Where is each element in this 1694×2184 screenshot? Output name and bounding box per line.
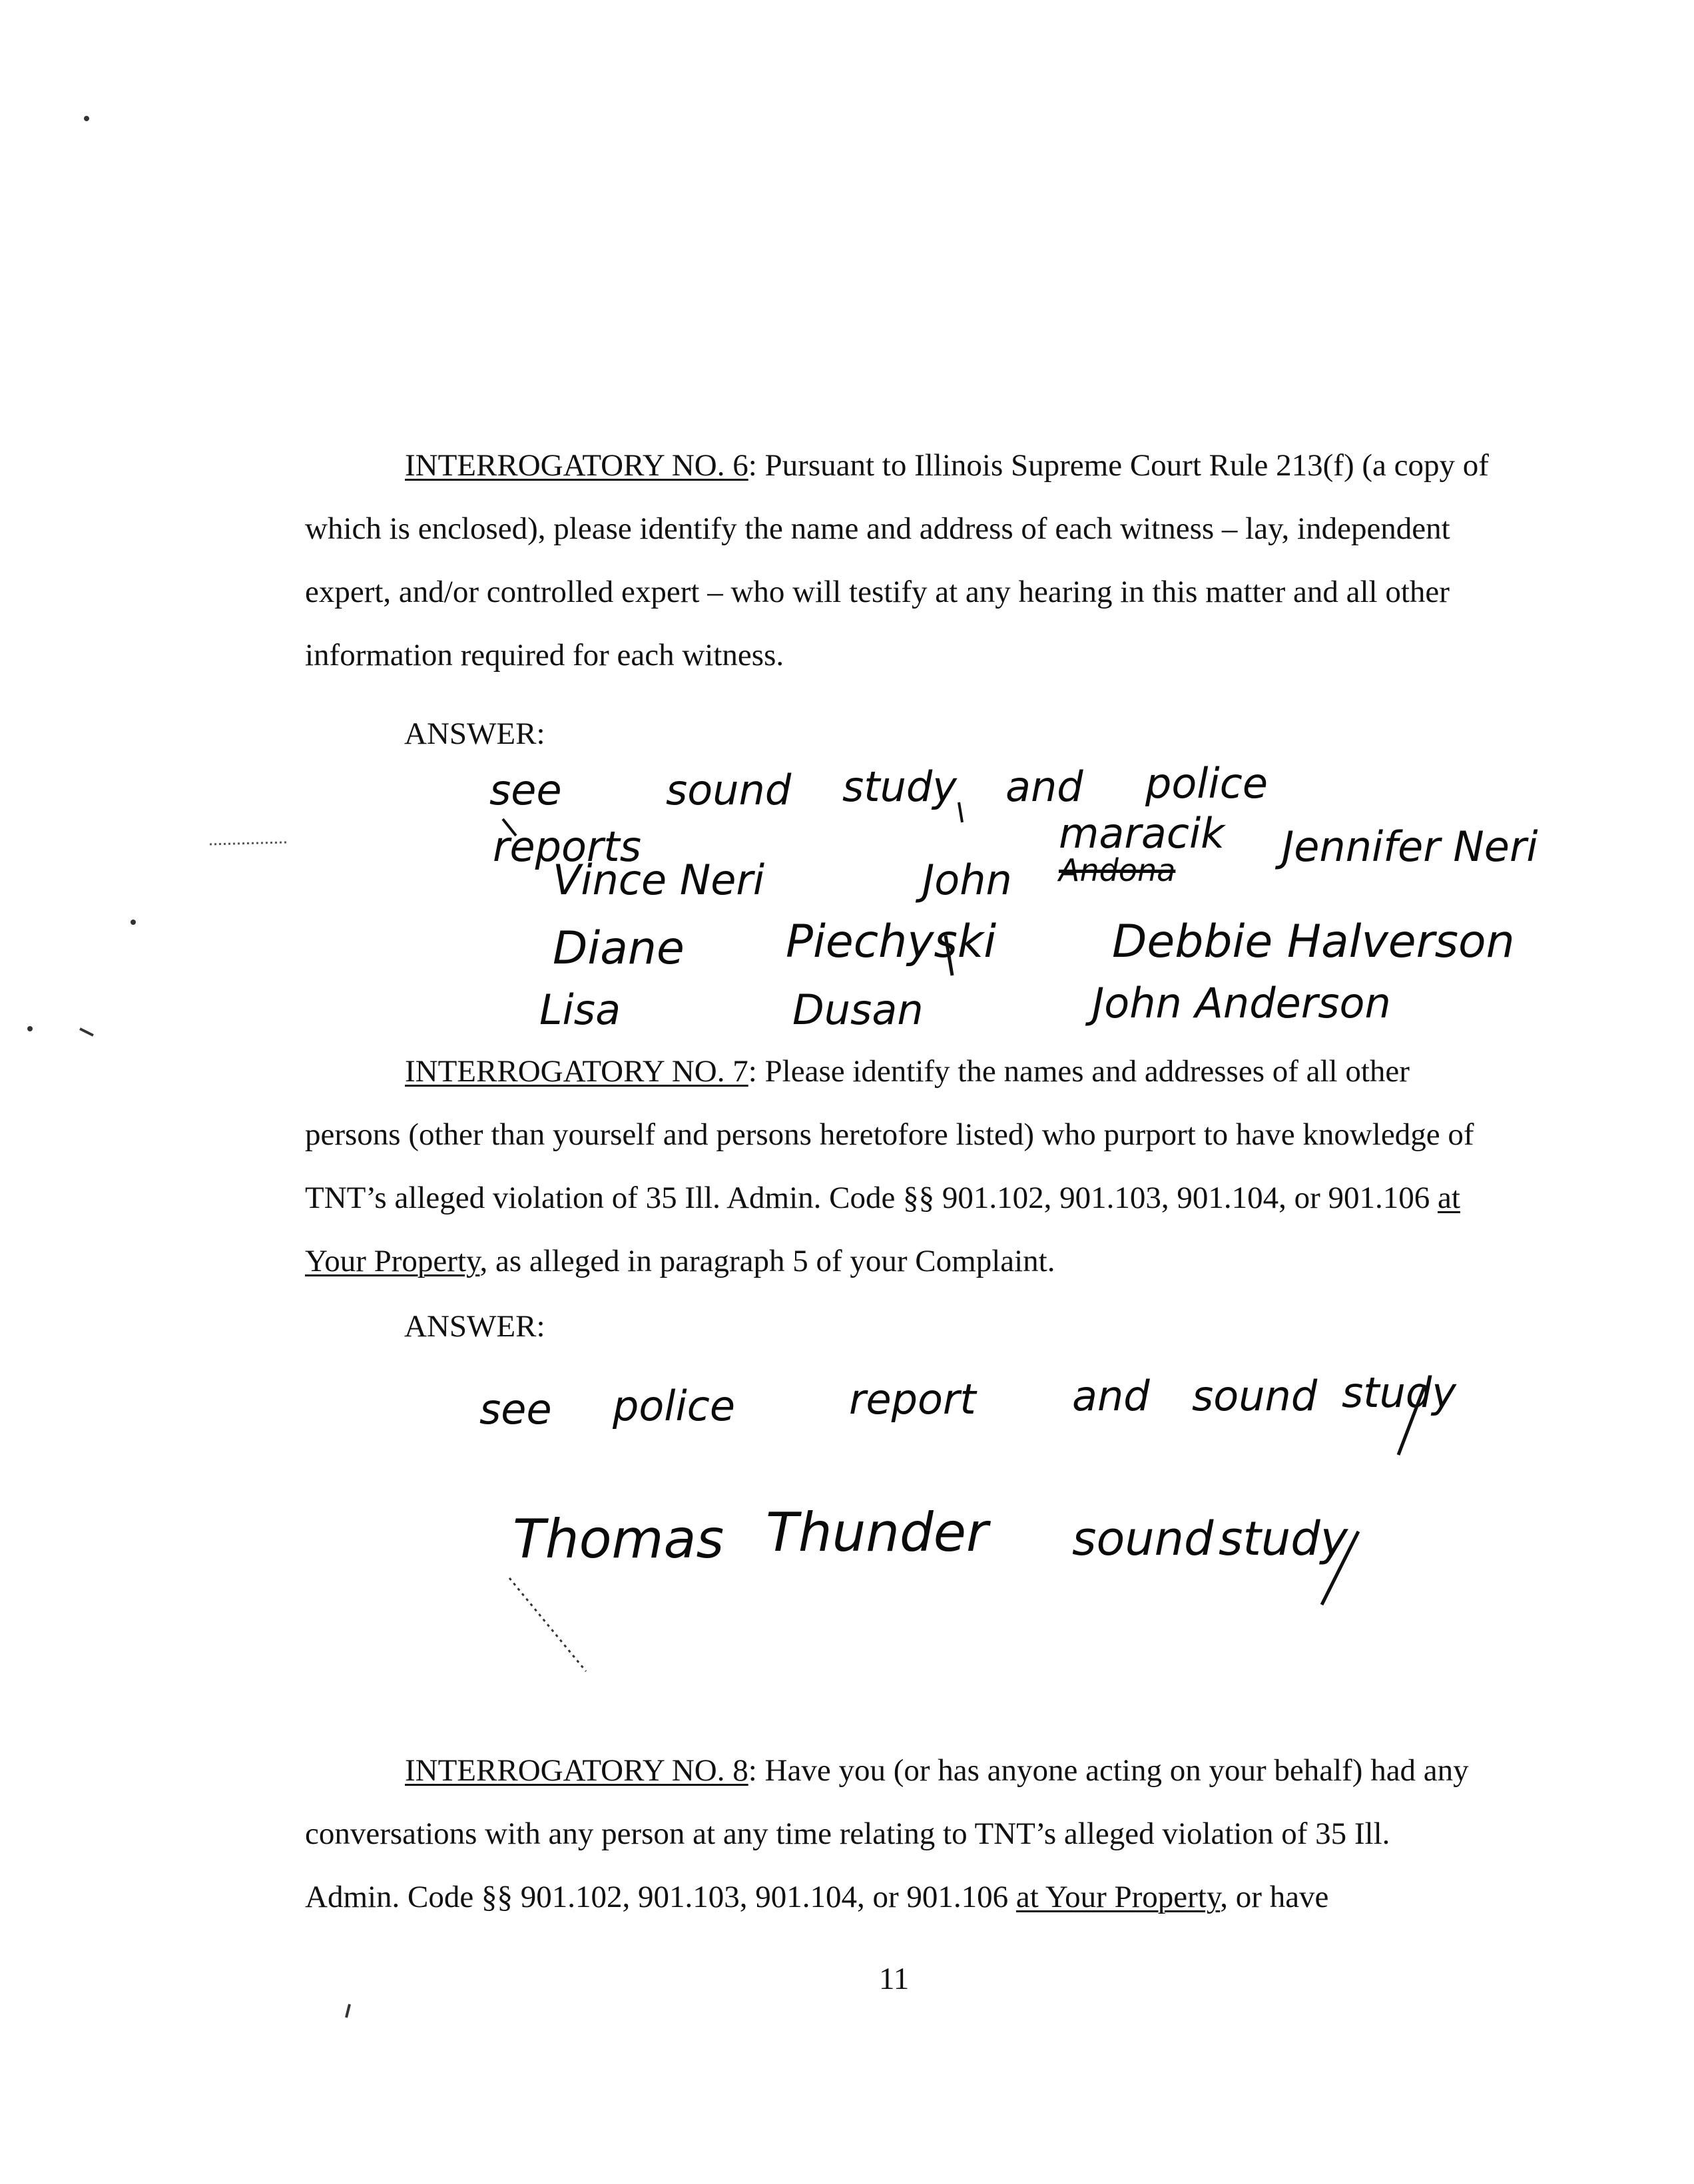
interrogatory-8-heading: INTERROGATORY NO. 8 xyxy=(405,1753,748,1788)
hw-name: John Anderson xyxy=(1092,979,1391,1027)
scan-speck xyxy=(131,920,136,925)
interrogatory-7-text-end: , as alleged in paragraph 5 of your Complaint. xyxy=(479,1244,1055,1278)
hw-word: study xyxy=(1219,1511,1348,1566)
property-term: at Your Property xyxy=(305,1181,1460,1278)
interrogatory-7 xyxy=(305,1040,1490,1293)
hw-name: Thomas xyxy=(513,1508,724,1570)
hw-name: Thunder xyxy=(766,1502,988,1563)
hw-word: Piechyski xyxy=(786,916,997,968)
hw-word: Lisa xyxy=(539,985,621,1034)
hw-name: Jennifer Neri xyxy=(1282,822,1538,871)
hw-word: John xyxy=(922,856,1012,904)
hw-word: and xyxy=(1072,1372,1150,1420)
hw-word: police xyxy=(1145,759,1268,808)
hw-word: study xyxy=(842,762,957,811)
hw-word: police xyxy=(613,1382,735,1430)
hw-name: Vince Neri xyxy=(553,856,765,904)
interrogatory-6 xyxy=(305,434,1490,687)
hw-word: reports xyxy=(493,822,642,871)
hw-word: and xyxy=(1005,762,1083,811)
hw-word: sound xyxy=(1192,1372,1318,1420)
hw-word: sound xyxy=(666,766,792,814)
hw-word: maracik xyxy=(1059,809,1225,858)
scan-speck xyxy=(84,116,89,121)
interrogatory-7-heading: INTERROGATORY NO. 7 xyxy=(405,1054,748,1089)
pen-stroke xyxy=(959,802,962,822)
hw-word: see xyxy=(479,1385,552,1434)
hw-name: Debbie Halverson xyxy=(1112,916,1515,968)
hw-word: report xyxy=(849,1375,976,1424)
interrogatory-6-text: : Pursuant to Illinois Supreme Court Rule 213(f) (a copy of which is enclosed), please identify the name and address of each witness – lay, independent expert, and/or controlled expert – who will testify at any hearing in this matter and all other information required for each witness. xyxy=(305,448,1489,673)
interrogatory-8-text-end: , or have xyxy=(1220,1880,1329,1914)
hw-word: Diane xyxy=(553,922,685,975)
scan-speck xyxy=(27,1026,33,1031)
property-term: at Your Property xyxy=(1015,1880,1221,1914)
interrogatory-8-text: : Have you (or has anyone acting on your behalf) had any conversations with any person at any time relating to TNT’s alleged violation of 35 Ill. Admin. Code §§ 901.102, 901.103, 901.104, or 901.106 xyxy=(305,1753,1469,1914)
answer-6-label: ANSWER: xyxy=(404,716,545,751)
hw-word: Dusan xyxy=(792,985,924,1034)
scan-speck xyxy=(346,2004,350,2018)
hw-word: study xyxy=(1342,1368,1456,1417)
interrogatory-8 xyxy=(305,1739,1490,1929)
answer-7-label: ANSWER: xyxy=(404,1309,545,1344)
hw-word: see xyxy=(489,766,562,814)
interrogatory-6-heading: INTERROGATORY NO. 6 xyxy=(405,448,748,483)
hw-struck-word: Andona xyxy=(1059,852,1176,888)
hw-word: sound xyxy=(1072,1511,1214,1566)
scan-speck xyxy=(210,842,286,844)
scan-speck xyxy=(80,1029,93,1035)
pen-stroke xyxy=(509,1578,586,1671)
page-number: 11 xyxy=(879,1962,910,1996)
interrogatory-7-text: : Please identify the names and addresses of all other persons (other than yourself and persons heretofore listed) who purport to have knowledge of TNT’s alleged violation of 35 Ill. Admin. Code §§ 901.102, 901.103, 901.104, or 901.106 xyxy=(305,1054,1474,1215)
